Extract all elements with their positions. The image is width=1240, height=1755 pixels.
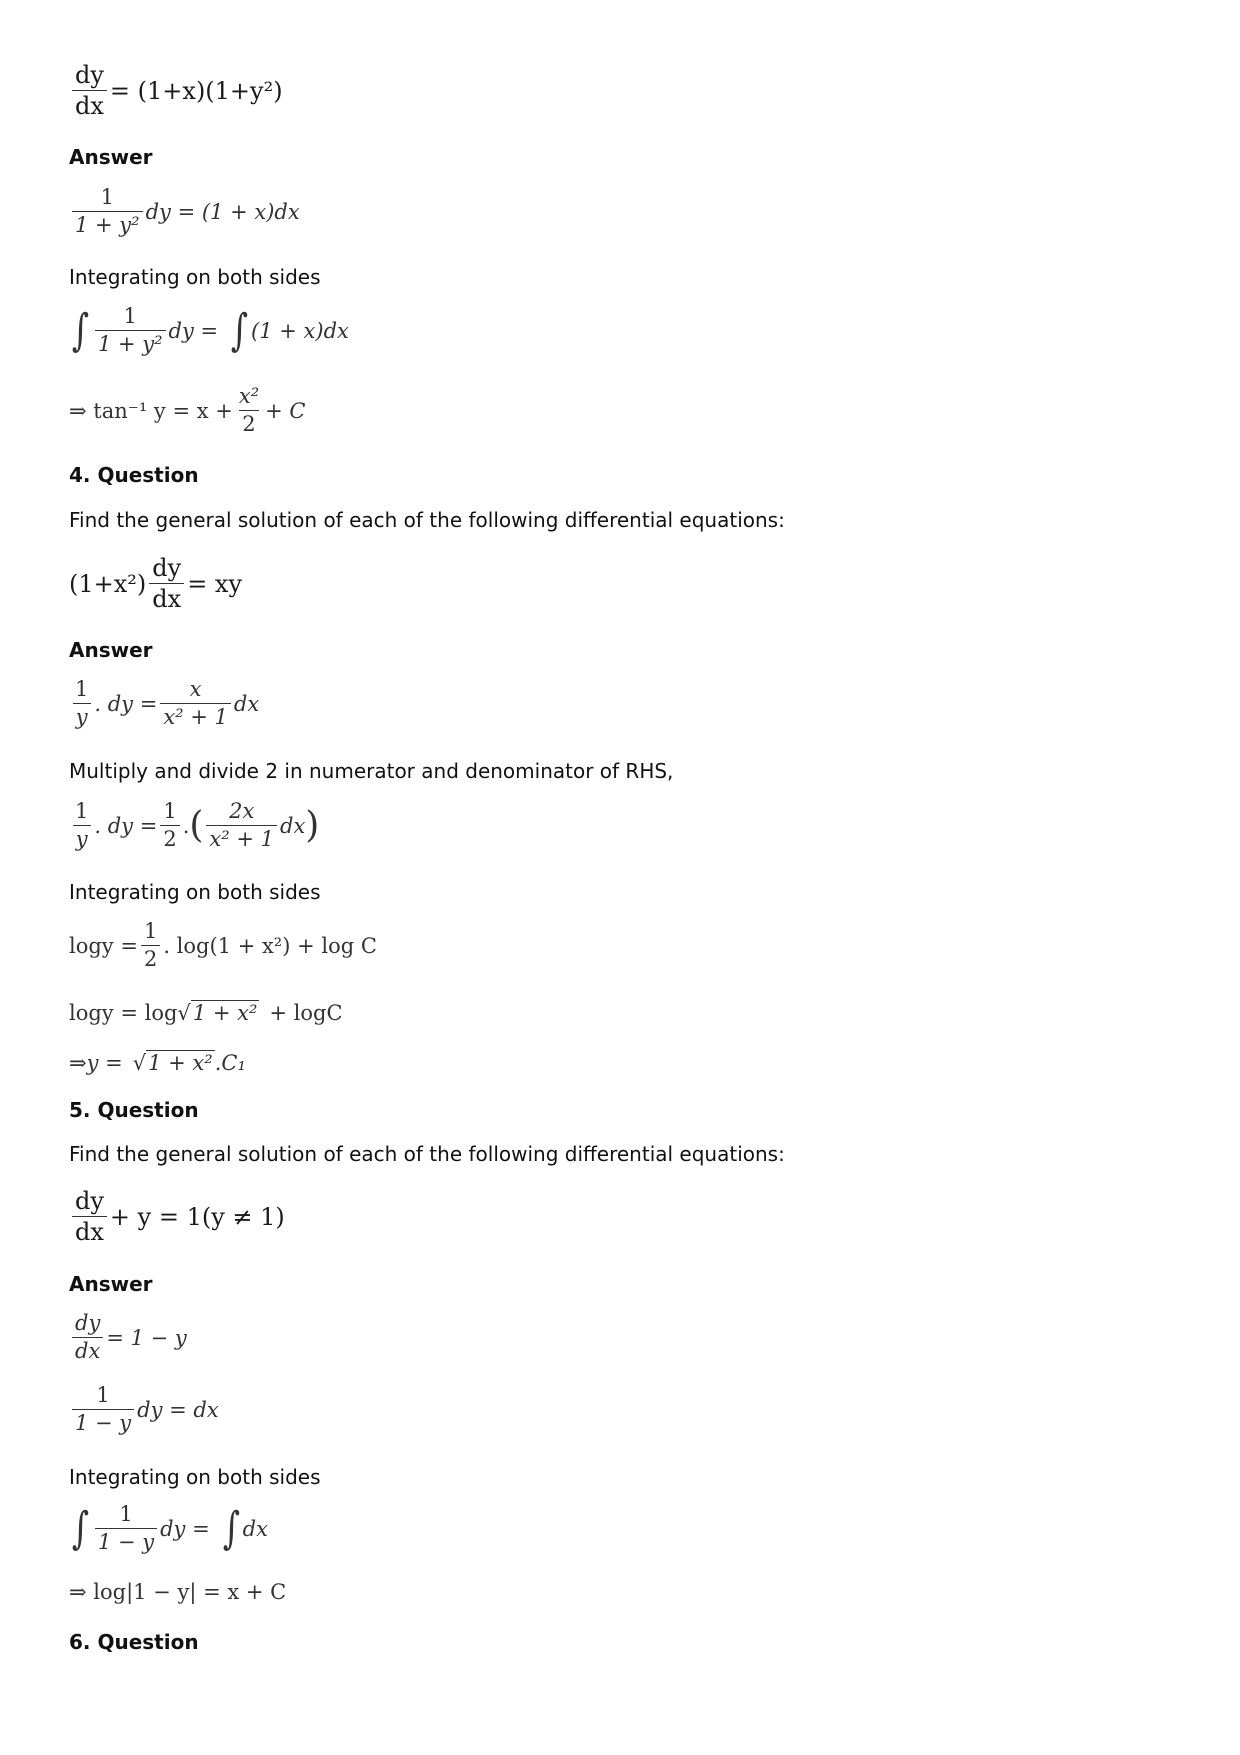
q4-step-2: $\frac{1}{y}$ . dy = $\frac{1}{2}$ . ( $\frac{2x}{\text{x² + 1}}$ dx ) xyxy=(69,800,319,851)
question-6-heading: 6. Question xyxy=(69,1630,199,1654)
q4-step-1: $\frac{1}{y}$ . dy = $\frac{x}{\text{x² + 1}}$ dx xyxy=(69,678,259,729)
integral-icon: ∫ xyxy=(230,304,249,356)
answer-label: Answer xyxy=(69,1272,153,1296)
q5-step-2: $\frac{1}{1 - y}$ dy = dx xyxy=(69,1384,219,1435)
question-5-prompt: Find the general solution of each of the following differential equations: xyxy=(69,1142,785,1166)
integral-icon: ∫ xyxy=(71,1502,90,1554)
answer-label: Answer xyxy=(69,638,153,662)
q4-step-3: logy = $\frac{1}{2}$ . log(1 + x²) + log C xyxy=(69,919,377,972)
q3-step-1: $\frac{1}{\text{1 + y²}}$ dy = (1 + x)dx xyxy=(69,186,300,237)
answer-label: Answer xyxy=(69,145,153,169)
q5-step-4: ⇒ log|1 − y| = x + C xyxy=(69,1580,287,1604)
q5-step-3: ∫ $\frac{1}{1 - y}$ dy = ∫ dx xyxy=(71,1502,268,1555)
q4-step-4: logy = log √ 1 + x² + logC xyxy=(69,1000,343,1025)
integrating-note: Integrating on both sides xyxy=(69,880,321,904)
integrating-note: Integrating on both sides xyxy=(69,265,321,289)
multiply-note: Multiply and divide 2 in numerator and denominator of RHS, xyxy=(69,759,674,783)
q4-step-5: ⇒y = √ 1 + x² .C₁ xyxy=(69,1050,246,1075)
integrating-note: Integrating on both sides xyxy=(69,1465,321,1489)
q5-step-1: $\frac{dy}{dx}$ = 1 − y xyxy=(69,1312,187,1363)
question-5-heading: 5. Question xyxy=(69,1098,199,1122)
integral-icon: ∫ xyxy=(71,304,90,356)
q3-step-2: ∫ $\frac{1}{\text{1 + y²}}$ dy = ∫ (1 + x)dx xyxy=(71,304,349,357)
q3-step-3: ⇒ tan⁻¹ y = x + $\frac{\text{x²}}{2}$ + C xyxy=(69,384,306,437)
q3-equation: $\frac{dy}{dx}$ = (1+x)(1+y²) xyxy=(69,62,283,120)
question-4-heading: 4. Question xyxy=(69,463,199,487)
q4-equation: (1+x²) $\frac{dy}{dx}$ = xy xyxy=(69,554,243,614)
integral-icon: ∫ xyxy=(222,1502,240,1554)
q5-equation: $\frac{dy}{dx}$ + y = 1(y ≠ 1) xyxy=(69,1188,285,1246)
question-4-prompt: Find the general solution of each of the following differential equations: xyxy=(69,508,785,532)
